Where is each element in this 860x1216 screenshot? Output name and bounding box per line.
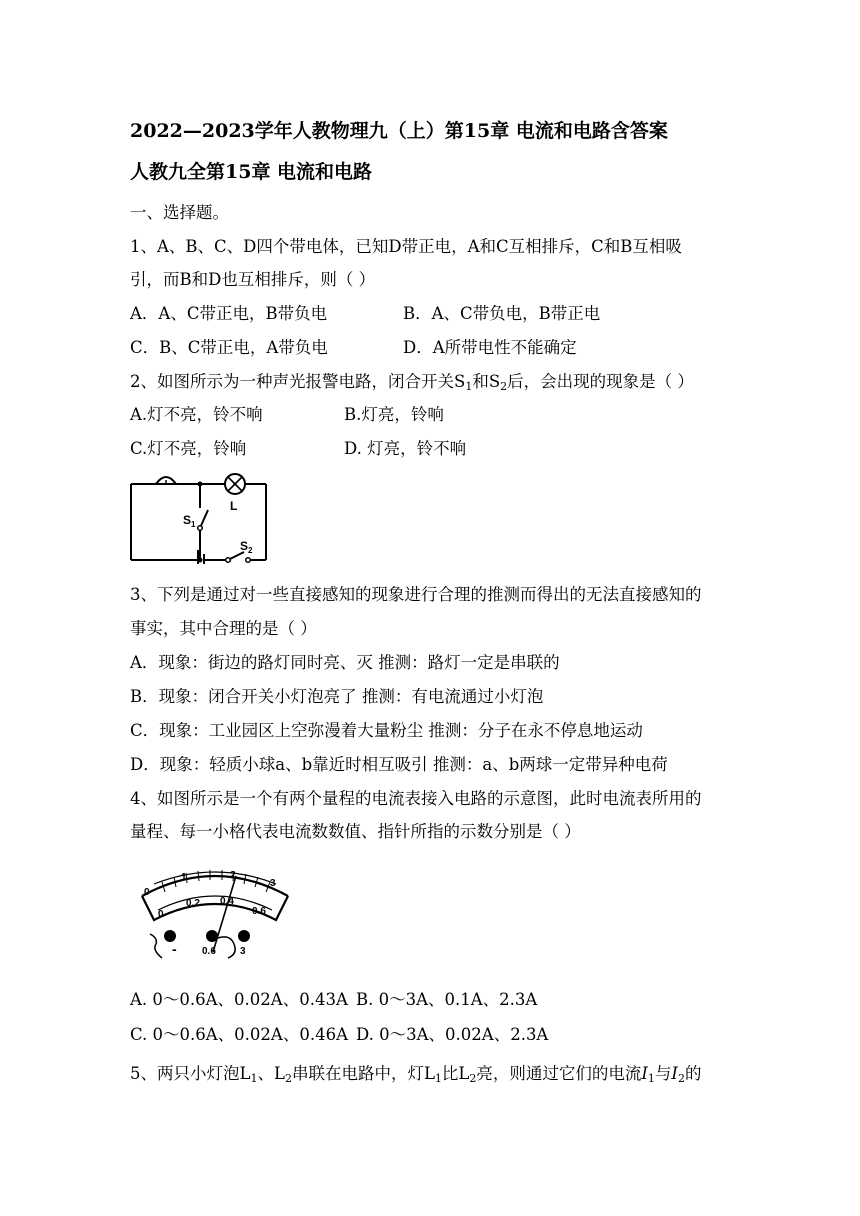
q1-option-d: D．A所带电性不能确定	[403, 338, 577, 357]
scale-top-2: 2	[230, 870, 236, 881]
doc-subtitle: 人教九全第15章 电流和电路	[130, 161, 373, 183]
q3-option-d: D．现象：轻质小球a、b靠近时相互吸引 推测：a、b两球一定带异种电荷	[130, 755, 668, 774]
scale-top-3: 3	[270, 878, 276, 889]
scale-bottom-0.6: 0.6	[252, 906, 266, 917]
s2-label: $S_2$	[240, 539, 253, 555]
q1-stem-line2: 引，而B和D也互相排斥，则（ ）	[130, 270, 376, 289]
scale-bottom-0.2: 0.2	[186, 898, 200, 909]
section-heading: 一、选择题。	[130, 203, 229, 222]
terminal-label-0.6: 0.6	[202, 946, 216, 957]
doc-title: 2022—2023学年人教物理九（上）第15章 电流和电路含答案	[130, 120, 668, 142]
q1-option-a: A．A、C带正电，B带负电	[130, 304, 328, 323]
q4-ammeter-diagram	[134, 862, 296, 964]
q4-option-c: C. 0～0.6A、0.02A、0.46A	[130, 1025, 348, 1044]
s1-label: $S_1$	[183, 513, 196, 529]
q2-option-a: A.灯不亮，铃不响	[130, 405, 263, 424]
q1-option-c: C．B、C带正电，A带负电	[130, 338, 328, 357]
scale-top-0: 0	[144, 887, 150, 898]
q1-stem-line1: 1、A、B、C、D四个带电体，已知D带正电，A和C互相排斥，C和B互相吸	[130, 237, 682, 256]
q2-option-b: B.灯亮，铃响	[344, 405, 444, 424]
lamp-label: L	[230, 499, 238, 513]
q4-option-a: A. 0～0.6A、0.02A、0.43A	[130, 990, 348, 1009]
scale-top-1: 1	[181, 872, 187, 883]
scale-bottom-0.4: 0.4	[220, 896, 234, 907]
scale-bottom-0: 0	[158, 909, 164, 920]
terminal-label-3: 3	[240, 946, 246, 957]
q3-option-a: A．现象：街边的路灯同时亮、灭 推测：路灯一定是串联的	[130, 653, 560, 672]
q1-option-b: B．A、C带负电，B带正电	[403, 304, 601, 323]
terminal-0.6	[206, 930, 218, 942]
q2-option-c: C.灯不亮，铃响	[130, 439, 247, 458]
q4-stem-line2: 量程、每一小格代表电流数数值、指针所指的示数分别是（ ）	[130, 822, 581, 841]
q2-circuit-diagram	[128, 470, 270, 564]
q3-stem-line1: 3、下列是通过对一些直接感知的现象进行合理的推测而得出的无法直接感知的	[130, 585, 702, 604]
q3-stem-line2: 事实，其中合理的是（ ）	[130, 619, 317, 638]
q3-option-b: B．现象：闭合开关小灯泡亮了 推测：有电流通过小灯泡	[130, 687, 544, 706]
lamp-icon	[225, 474, 245, 494]
terminal-3	[238, 930, 250, 942]
q5-stem: 5、两只小灯泡$L_1$、$L_2$串联在电路中，灯$L_1$比$L_2$亮，则通过它们的电流$I_1$与$I_2$的	[130, 1064, 702, 1085]
q4-option-b: B. 0～3A、0.1A、2.3A	[356, 990, 538, 1009]
q2-stem: 2、如图所示为一种声光报警电路，闭合开关$S_1$和$S_2$后，会出现的现象是（ ）	[130, 372, 694, 393]
terminal-label-negative: -	[172, 941, 177, 957]
q3-option-c: C．现象：工业园区上空弥漫着大量粉尘 推测：分子在永不停息地运动	[130, 721, 643, 740]
q4-stem-line1: 4、如图所示是一个有两个量程的电流表接入电路的示意图，此时电流表所用的	[130, 789, 702, 808]
q2-option-d: D. 灯亮，铃不响	[344, 439, 467, 458]
q4-option-d: D. 0～3A、0.02A、2.3A	[356, 1025, 549, 1044]
